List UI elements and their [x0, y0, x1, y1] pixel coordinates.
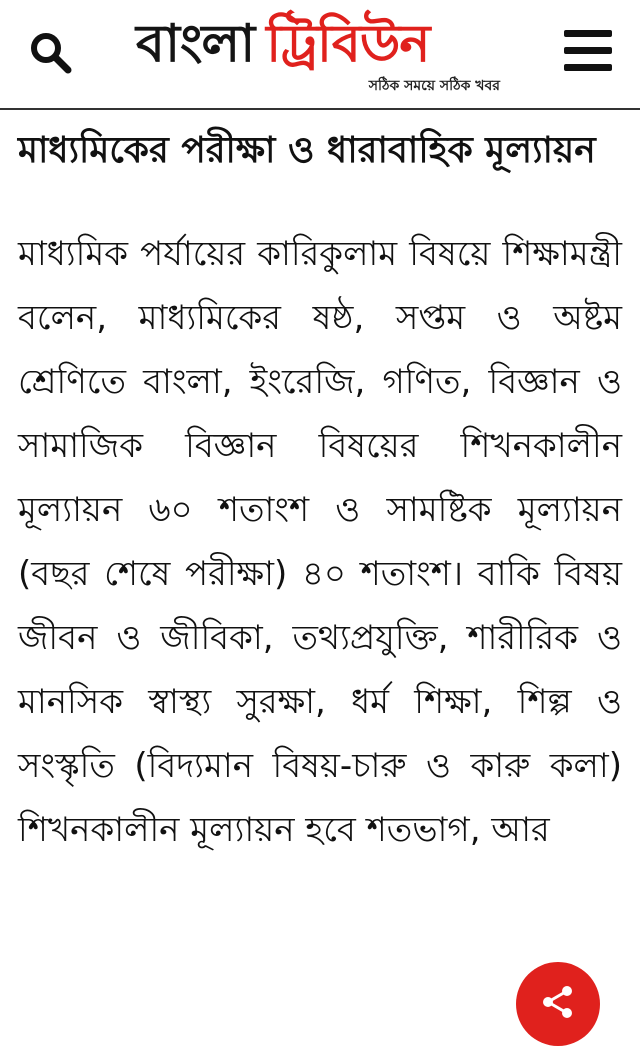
logo-part2: ট্রিবিউন [266, 14, 430, 74]
logo-wordmark [136, 8, 429, 80]
share-icon [540, 984, 576, 1020]
article [18, 120, 622, 862]
logo-tagline: সঠিক সময়ে সঠিক খবর [368, 78, 500, 94]
menu-button[interactable] [562, 28, 614, 74]
site-logo[interactable] [136, 8, 506, 104]
article-headline: মাধ্যমিকের পরীক্ষা ও ধারাবাহিক মূল্যায়ন [18, 130, 596, 171]
search-icon [26, 28, 76, 78]
hamburger-menu-icon [562, 28, 614, 74]
site-header [0, 0, 640, 110]
logo-part1: বাংলা [136, 14, 255, 74]
search-button[interactable] [26, 28, 76, 78]
share-button[interactable] [516, 962, 600, 1046]
article-body: মাধ্যমিক পর্যায়ের কারিকুলাম বিষয়ে শিক্ষামন্ত্রী বলেন, মাধ্যমিকের ষষ্ঠ, সপ্তম ও অষ্টম শ্রেণিতে বাংলা, ইংরেজি, গণিত, বিজ্ঞান ও সামাজিক বিজ্ঞান বিষয়ের শিখনকালীন মূল্যায়ন ৬০ শতাংশ ও সামষ্টিক মূল্যায়ন (বছর শেষে পরীক্ষা) ৪০ শতাংশ। বাকি বিষয় জীবন ও জীবিকা, তথ্যপ্রযুক্তি, শারীরিক ও মানসিক স্বাস্থ্য সুরক্ষা, ধর্ম শিক্ষা, শিল্প ও সংস্কৃতি (বিদ্যমান বিষয়-চারু ও কারু কলা) শিখনকালীন মূল্যায়ন হবে শতভাগ, আর [18, 234, 622, 850]
